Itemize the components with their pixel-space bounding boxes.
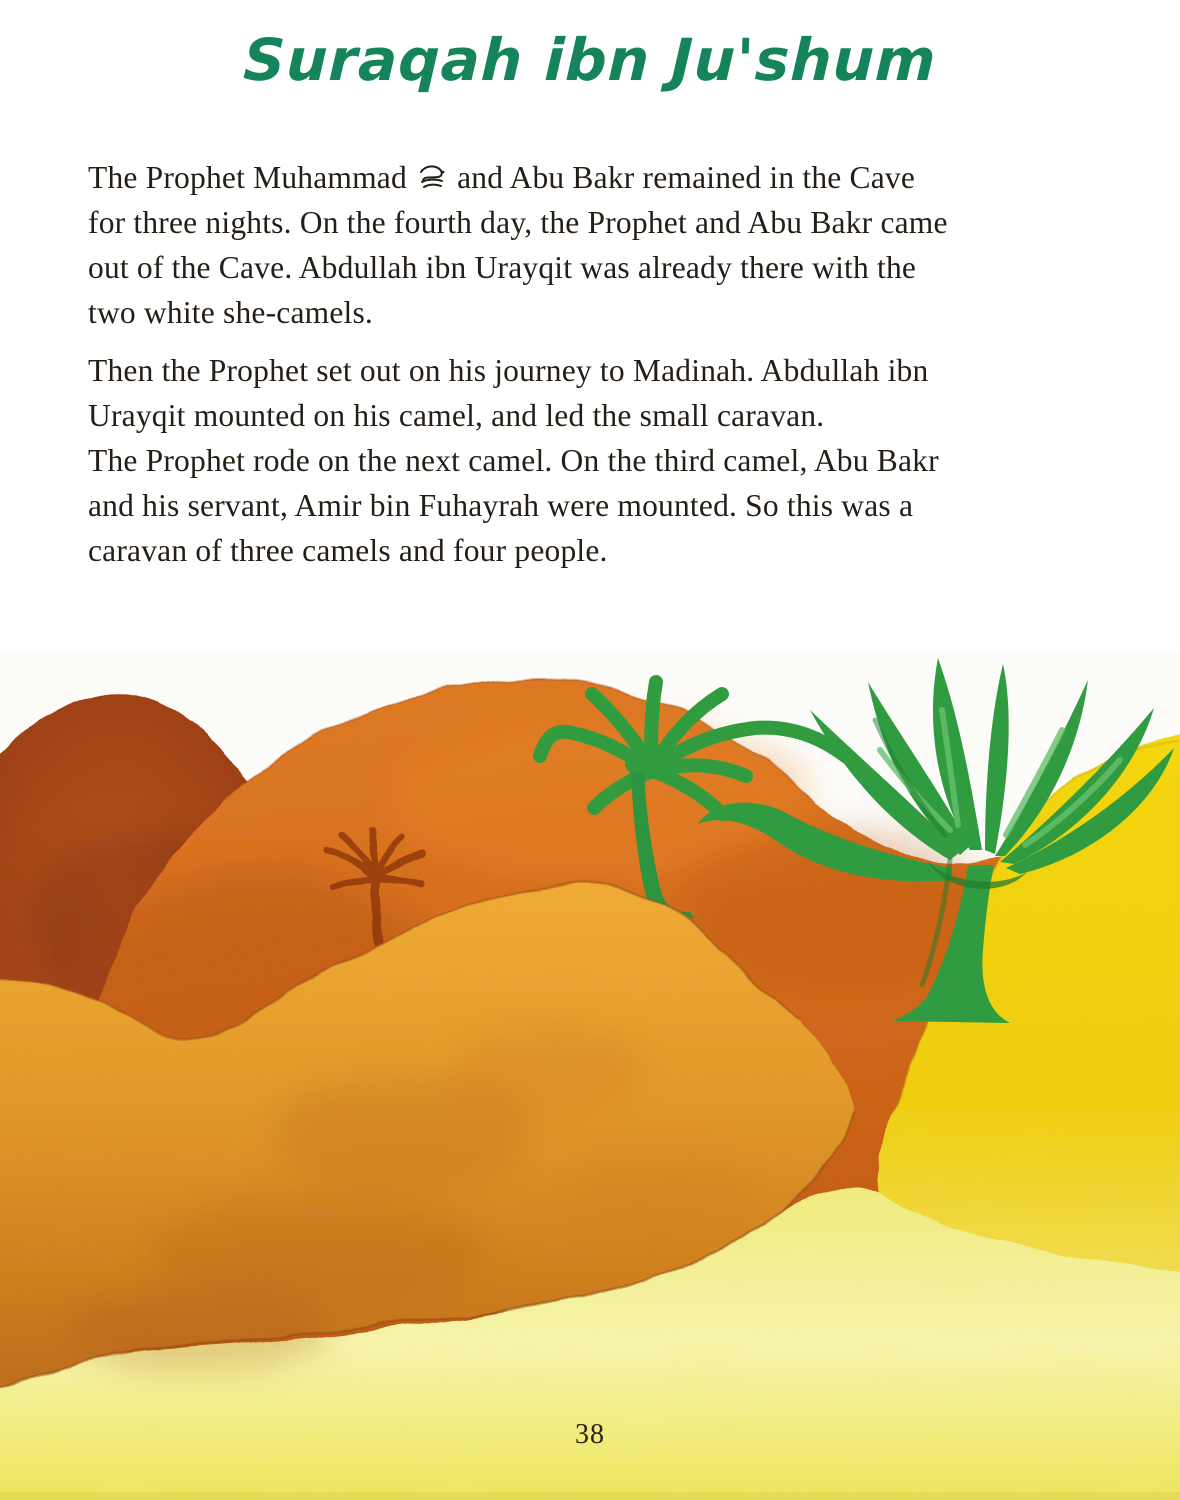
text-line: out of the Cave. Abdullah ibn Urayqit was already there with the xyxy=(88,250,917,285)
paragraph-1 xyxy=(88,155,1110,335)
page-number: 38 xyxy=(575,1419,605,1450)
text-segment: The Prophet Muhammad xyxy=(88,160,416,195)
text-line: Then the Prophet set out on his journey to Madinah. Abdullah ibn xyxy=(88,353,929,388)
paragraph-2 xyxy=(88,348,1110,573)
text-line: two white she-camels. xyxy=(88,295,373,330)
text-line: The Prophet rode on the next camel. On the third camel, Abu Bakr xyxy=(88,443,939,478)
text-segment: and Abu Bakr remained in the Cave xyxy=(449,160,916,195)
paper-grain xyxy=(0,650,1180,1500)
desert-illustration-svg xyxy=(0,650,1180,1500)
story-text xyxy=(88,155,1110,573)
text-line: Urayqit mounted on his camel, and led the small caravan. xyxy=(88,398,825,433)
text-line: caravan of three camels and four people. xyxy=(88,533,608,568)
desert-illustration xyxy=(0,650,1180,1500)
text-line xyxy=(88,155,1110,200)
page-title: Suraqah ibn Ju'shum xyxy=(242,26,938,94)
text-line: for three nights. On the fourth day, the Prophet and Abu Bakr came xyxy=(88,205,948,240)
pbuh-calligraphy-icon xyxy=(417,159,447,204)
text-line: and his servant, Amir bin Fuhayrah were mounted. So this was a xyxy=(88,488,914,523)
